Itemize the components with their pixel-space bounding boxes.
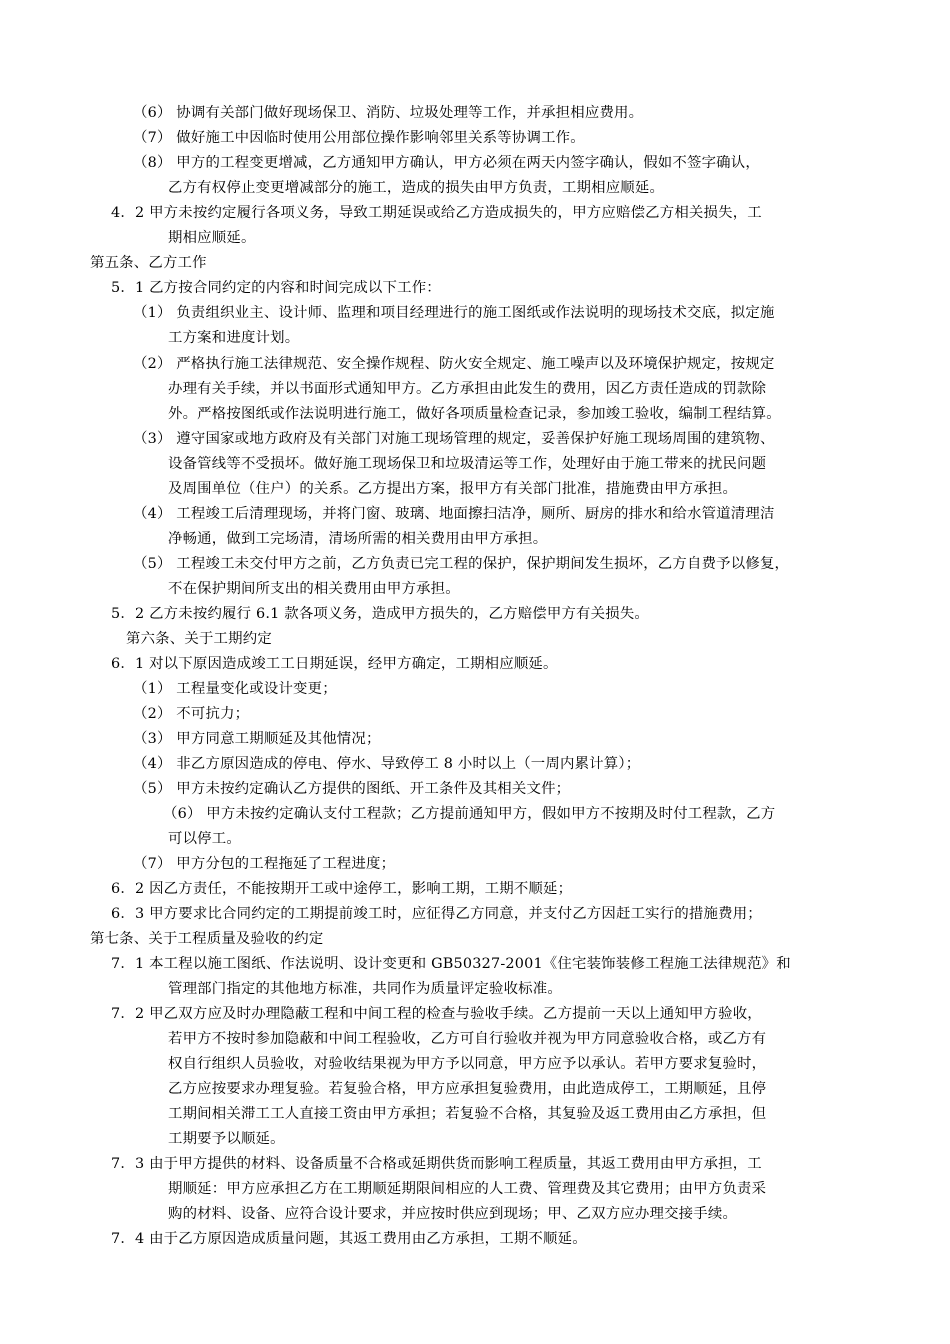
text-line: （2） 严格执行施工法律规范、安全操作规程、防火安全规定、施工噪声以及环境保护规定，按规定: [133, 356, 775, 372]
text-line: 设备管线等不受损坏。做好施工现场保卫和垃圾清运等工作，处理好由于施工带来的扰民问题: [168, 456, 767, 472]
text-line: （5） 甲方未按约定确认乙方提供的图纸、开工条件及其相关文件；: [133, 781, 571, 797]
text-line: （4） 工程竣工后清理现场，并将门窗、玻璃、地面擦扫洁净，厕所、厨房的排水和给水管道清理洁: [133, 506, 775, 522]
text-line: 4．2 甲方未按约定履行各项义务，导致工期延误或给乙方造成损失的，甲方应赔偿乙方相关损失，工: [111, 205, 762, 221]
text-line: 管理部门指定的其他地方标准，共同作为质量评定验收标准。: [168, 981, 562, 997]
text-line: （4） 非乙方原因造成的停电、停水、导致停工 8 小时以上（一周内累计算）；: [133, 756, 641, 772]
text-line: （3） 遵守国家或地方政府及有关部门对施工现场管理的规定，妥善保护好施工现场周围的建筑物、: [133, 431, 775, 447]
text-line: （7） 做好施工中因临时使用公用部位操作影响邻里关系等协调工作。: [133, 130, 585, 146]
text-line: 权自行组织人员验收，对验收结果视为甲方予以同意，甲方应予以承认。若甲方要求复验时，: [168, 1056, 767, 1072]
text-line: 7．4 由于乙方原因造成质量问题，其返工费用由乙方承担，工期不顺延。: [111, 1231, 587, 1247]
text-line: 6．2 因乙方责任，不能按期开工或中途停工，影响工期，工期不顺延；: [111, 881, 573, 897]
text-line: 外。严格按图纸或作法说明进行施工，做好各项质量检查记录，参加竣工验收，编制工程结算。: [168, 406, 781, 422]
text-line: 期顺延：甲方应承担乙方在工期顺延期限间相应的人工费、管理费及其它费用；由甲方负责采: [168, 1181, 767, 1197]
text-line: （3） 甲方同意工期顺延及其他情况；: [133, 731, 381, 747]
text-line: 乙方有权停止变更增减部分的施工，造成的损失由甲方负责，工期相应顺延。: [168, 180, 665, 196]
section-heading: 第五条、乙方工作: [90, 255, 207, 271]
text-line: 不在保护期间所支出的相关费用由甲方承担。: [168, 581, 460, 597]
text-line: 期相应顺延。: [168, 230, 256, 246]
text-line: 及周围单位（住户）的关系。乙方提出方案，报甲方有关部门批准，措施费由甲方承担。: [168, 481, 738, 497]
text-line: 6．3 甲方要求比合同约定的工期提前竣工时，应征得乙方同意，并支付乙方因赶工实行的措施费用；: [111, 906, 762, 922]
text-line: 7．3 由于甲方提供的材料、设备质量不合格或延期供货而影响工程质量，其返工费用由甲方承担，工: [111, 1156, 762, 1172]
text-line: 可以停工。: [168, 831, 241, 847]
text-line: 7．1 本工程以施工图纸、作法说明、设计变更和 GB50327-2001《住宅装饰装修工程施工法律规范》和: [111, 956, 791, 972]
text-line: 工方案和进度计划。: [168, 330, 300, 346]
text-line: （7） 甲方分包的工程拖延了工程进度；: [133, 856, 396, 872]
text-line: 工期间相关滞工工人直接工资由甲方承担；若复验不合格，其复验及返工费用由乙方承担，但: [168, 1106, 767, 1122]
text-line: 7．2 甲乙双方应及时办理隐蔽工程和中间工程的检查与验收手续。乙方提前一天以上通知甲方验收，: [111, 1006, 762, 1022]
text-line: 乙方应按要求办理复验。若复验合格，甲方应承担复验费用，由此造成停工，工期顺延，且停: [168, 1081, 767, 1097]
section-heading: 第七条、关于工程质量及验收的约定: [90, 931, 324, 947]
section-heading: 第六条、关于工期约定: [126, 631, 272, 647]
text-line: 购的材料、设备、应符合设计要求，并应按时供应到现场；甲、乙双方应办理交接手续。: [168, 1206, 738, 1222]
text-line: （6） 协调有关部门做好现场保卫、消防、垃圾处理等工作，并承担相应费用。: [133, 105, 644, 121]
text-line: 5．2 乙方未按约履行 6.1 款各项义务，造成甲方损失的，乙方赔偿甲方有关损失。: [111, 606, 650, 622]
text-line: 5．1 乙方按合同约定的内容和时间完成以下工作：: [111, 280, 441, 296]
text-line: （2） 不可抗力；: [133, 706, 250, 722]
text-line: 办理有关手续，并以书面形式通知甲方。乙方承担由此发生的费用，因乙方责任造成的罚款除: [168, 381, 767, 397]
text-line: （5） 工程竣工未交付甲方之前，乙方负责已完工程的保护，保护期间发生损坏，乙方自费予以修复，: [133, 556, 790, 572]
text-line: 工期要予以顺延。: [168, 1131, 285, 1147]
text-line: （1） 负责组织业主、设计师、监理和项目经理进行的施工图纸或作法说明的现场技术交底，拟定施: [133, 305, 775, 321]
text-line: 净畅通，做到工完场清，清场所需的相关费用由甲方承担。: [168, 531, 548, 547]
text-line: （1） 工程量变化或设计变更；: [133, 681, 337, 697]
text-line: 6．1 对以下原因造成竣工工日期延误，经甲方确定，工期相应顺延。: [111, 656, 558, 672]
text-line: 若甲方不按时参加隐蔽和中间工程验收，乙方可自行验收并视为甲方同意验收合格，或乙方有: [168, 1031, 767, 1047]
text-line: （8） 甲方的工程变更增减，乙方通知甲方确认，甲方必须在两天内签字确认，假如不签字确认，: [133, 155, 760, 171]
text-line: （6） 甲方未按约定确认支付工程款；乙方提前通知甲方，假如甲方不按期及时付工程款，乙方: [163, 806, 776, 822]
